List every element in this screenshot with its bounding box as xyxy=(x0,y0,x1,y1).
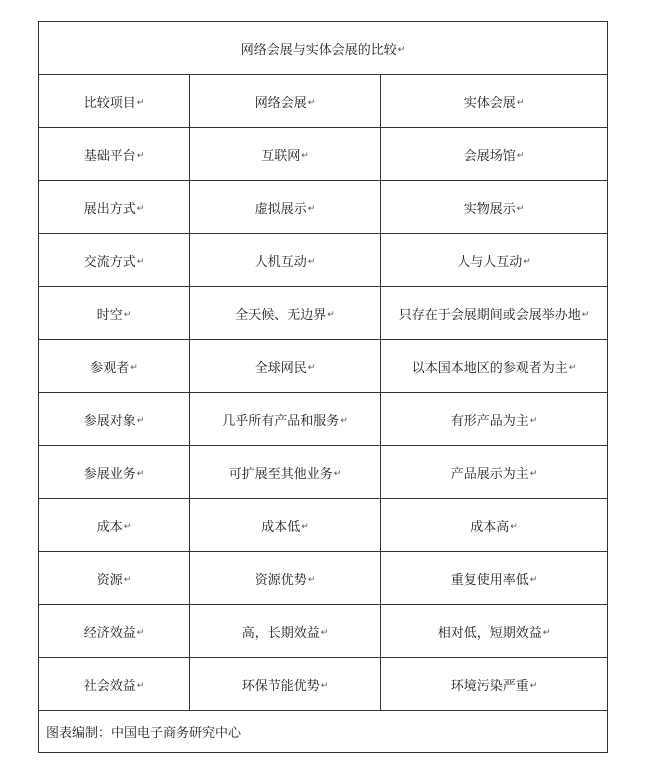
cell-text: 有形产品为主 xyxy=(450,413,529,429)
table-cell xyxy=(190,234,381,287)
paragraph-mark-icon: ↵ xyxy=(516,204,525,214)
table-row xyxy=(39,340,608,393)
paragraph-mark-icon: ↵ xyxy=(529,469,538,479)
cell-text: 展出方式 xyxy=(83,201,136,217)
cell-text: 可扩展至其他业务 xyxy=(228,466,333,482)
table-cell xyxy=(381,499,608,552)
table-cell xyxy=(381,605,608,658)
paragraph-mark-icon: ↵ xyxy=(123,310,132,320)
table-footer xyxy=(39,711,608,753)
paragraph-mark-icon: ↵ xyxy=(136,469,145,479)
table-cell xyxy=(381,287,608,340)
source-row xyxy=(39,711,608,753)
table-cell xyxy=(190,605,381,658)
cell-text: 时空 xyxy=(96,307,123,323)
table-cell xyxy=(190,128,381,181)
cell-text: 资源优势 xyxy=(254,572,307,588)
source-note: 图表编制：中国电子商务研究中心 xyxy=(46,726,242,741)
table-cell xyxy=(190,393,381,446)
paragraph-mark-icon: ↵ xyxy=(529,575,538,585)
paragraph-mark-icon: ↵ xyxy=(516,151,525,161)
table-row xyxy=(39,287,608,340)
cell-text: 全球网民 xyxy=(254,360,307,376)
title-row xyxy=(39,22,608,75)
cell-text: 社会效益 xyxy=(83,678,136,694)
table-rows xyxy=(39,128,608,711)
header-cell xyxy=(190,75,381,128)
table-row xyxy=(39,234,608,287)
header-cell xyxy=(39,75,190,128)
cell-text: 以本国本地区的参观者为主 xyxy=(411,360,568,376)
cell-text: 基础平台 xyxy=(83,148,136,164)
table-cell xyxy=(190,446,381,499)
cell-text: 成本高 xyxy=(470,519,510,535)
paragraph-mark-icon: ↵ xyxy=(307,98,316,108)
paragraph-mark-icon: ↵ xyxy=(307,257,316,267)
table-title: 网络会展与实体会展的比较 xyxy=(240,42,397,58)
paragraph-mark-icon: ↵ xyxy=(320,681,329,691)
paragraph-mark-icon: ↵ xyxy=(130,363,138,373)
paragraph-mark-icon: ↵ xyxy=(136,628,145,638)
paragraph-mark-icon: ↵ xyxy=(523,257,531,267)
table-cell xyxy=(190,340,381,393)
paragraph-mark-icon: ↵ xyxy=(516,98,525,108)
table-row xyxy=(39,658,608,711)
table-cell xyxy=(381,393,608,446)
paragraph-mark-icon: ↵ xyxy=(529,416,538,426)
table-cell xyxy=(39,658,190,711)
cell-text: 人机互动 xyxy=(254,254,307,270)
table-row xyxy=(39,181,608,234)
table-row xyxy=(39,128,608,181)
paragraph-mark-icon: ↵ xyxy=(510,522,518,532)
table-cell xyxy=(39,234,190,287)
table-cell xyxy=(381,181,608,234)
table-cell xyxy=(39,287,190,340)
table-row xyxy=(39,552,608,605)
paragraph-mark-icon: ↵ xyxy=(136,416,145,426)
paragraph-mark-icon: ↵ xyxy=(301,151,309,161)
table-cell xyxy=(190,552,381,605)
paragraph-mark-icon: ↵ xyxy=(136,681,145,691)
table-cell xyxy=(39,605,190,658)
paragraph-mark-icon: ↵ xyxy=(136,98,145,108)
table-cell xyxy=(381,128,608,181)
table-cell xyxy=(39,340,190,393)
cell-text: 人与人互动 xyxy=(457,254,523,270)
table-cell xyxy=(190,499,381,552)
cell-text: 环境污染严重 xyxy=(450,678,529,694)
cell-text: 环保节能优势 xyxy=(241,678,320,694)
paragraph-mark-icon: ↵ xyxy=(307,575,316,585)
paragraph-mark-icon: ↵ xyxy=(397,45,406,55)
table-row xyxy=(39,393,608,446)
table-cell xyxy=(381,340,608,393)
table-row xyxy=(39,499,608,552)
header-row xyxy=(39,75,608,128)
paragraph-mark-icon: ↵ xyxy=(333,469,342,479)
cell-text: 资源 xyxy=(96,572,123,588)
paragraph-mark-icon: ↵ xyxy=(123,522,132,532)
paragraph-mark-icon: ↵ xyxy=(327,310,335,320)
paragraph-mark-icon: ↵ xyxy=(136,257,145,267)
table-cell xyxy=(381,658,608,711)
table-cell xyxy=(39,499,190,552)
cell-text: 只存在于会展期间或会展举办地 xyxy=(398,307,581,323)
table-row xyxy=(39,446,608,499)
cell-text: 几乎所有产品和服务 xyxy=(222,413,340,429)
paragraph-mark-icon: ↵ xyxy=(581,310,590,320)
table-cell xyxy=(190,287,381,340)
table-cell xyxy=(39,552,190,605)
cell-text: 重复使用率低 xyxy=(450,572,529,588)
paragraph-mark-icon: ↵ xyxy=(307,204,316,214)
table-cell xyxy=(381,446,608,499)
paragraph-mark-icon: ↵ xyxy=(320,628,329,638)
header-label: 比较项目 xyxy=(83,95,136,111)
paragraph-mark-icon: ↵ xyxy=(529,681,538,691)
header-label: 实体会展 xyxy=(463,95,516,111)
cell-text: 参观者 xyxy=(90,360,130,376)
cell-text: 互联网 xyxy=(261,148,301,164)
table-cell xyxy=(190,181,381,234)
table-cell xyxy=(39,393,190,446)
paragraph-mark-icon: ↵ xyxy=(340,416,348,426)
table-cell xyxy=(39,181,190,234)
table-cell xyxy=(381,234,608,287)
table-title-cell xyxy=(39,22,608,75)
cell-text: 成本 xyxy=(96,519,123,535)
cell-text: 虚拟展示 xyxy=(254,201,307,217)
cell-text: 高，长期效益 xyxy=(241,625,320,641)
paragraph-mark-icon: ↵ xyxy=(301,522,309,532)
paragraph-mark-icon: ↵ xyxy=(568,363,577,373)
cell-text: 全天候、无边界 xyxy=(235,307,327,323)
cell-text: 会展场馆 xyxy=(463,148,516,164)
table-body xyxy=(39,22,608,128)
source-cell xyxy=(39,711,608,753)
cell-text: 相对低，短期效益 xyxy=(437,625,542,641)
cell-text: 交流方式 xyxy=(83,254,136,270)
table-cell xyxy=(190,658,381,711)
table-row xyxy=(39,605,608,658)
cell-text: 经济效益 xyxy=(83,625,136,641)
cell-text: 实物展示 xyxy=(463,201,516,217)
cell-text: 成本低 xyxy=(261,519,301,535)
paragraph-mark-icon: ↵ xyxy=(136,151,145,161)
header-label: 网络会展 xyxy=(254,95,307,111)
comparison-table xyxy=(38,21,608,753)
header-cell xyxy=(381,75,608,128)
paragraph-mark-icon: ↵ xyxy=(307,363,316,373)
cell-text: 产品展示为主 xyxy=(450,466,529,482)
table-cell xyxy=(39,128,190,181)
table-cell xyxy=(381,552,608,605)
paragraph-mark-icon: ↵ xyxy=(123,575,132,585)
cell-text: 参展业务 xyxy=(83,466,136,482)
cell-text: 参展对象 xyxy=(83,413,136,429)
table-cell xyxy=(39,446,190,499)
paragraph-mark-icon: ↵ xyxy=(136,204,145,214)
paragraph-mark-icon: ↵ xyxy=(542,628,551,638)
